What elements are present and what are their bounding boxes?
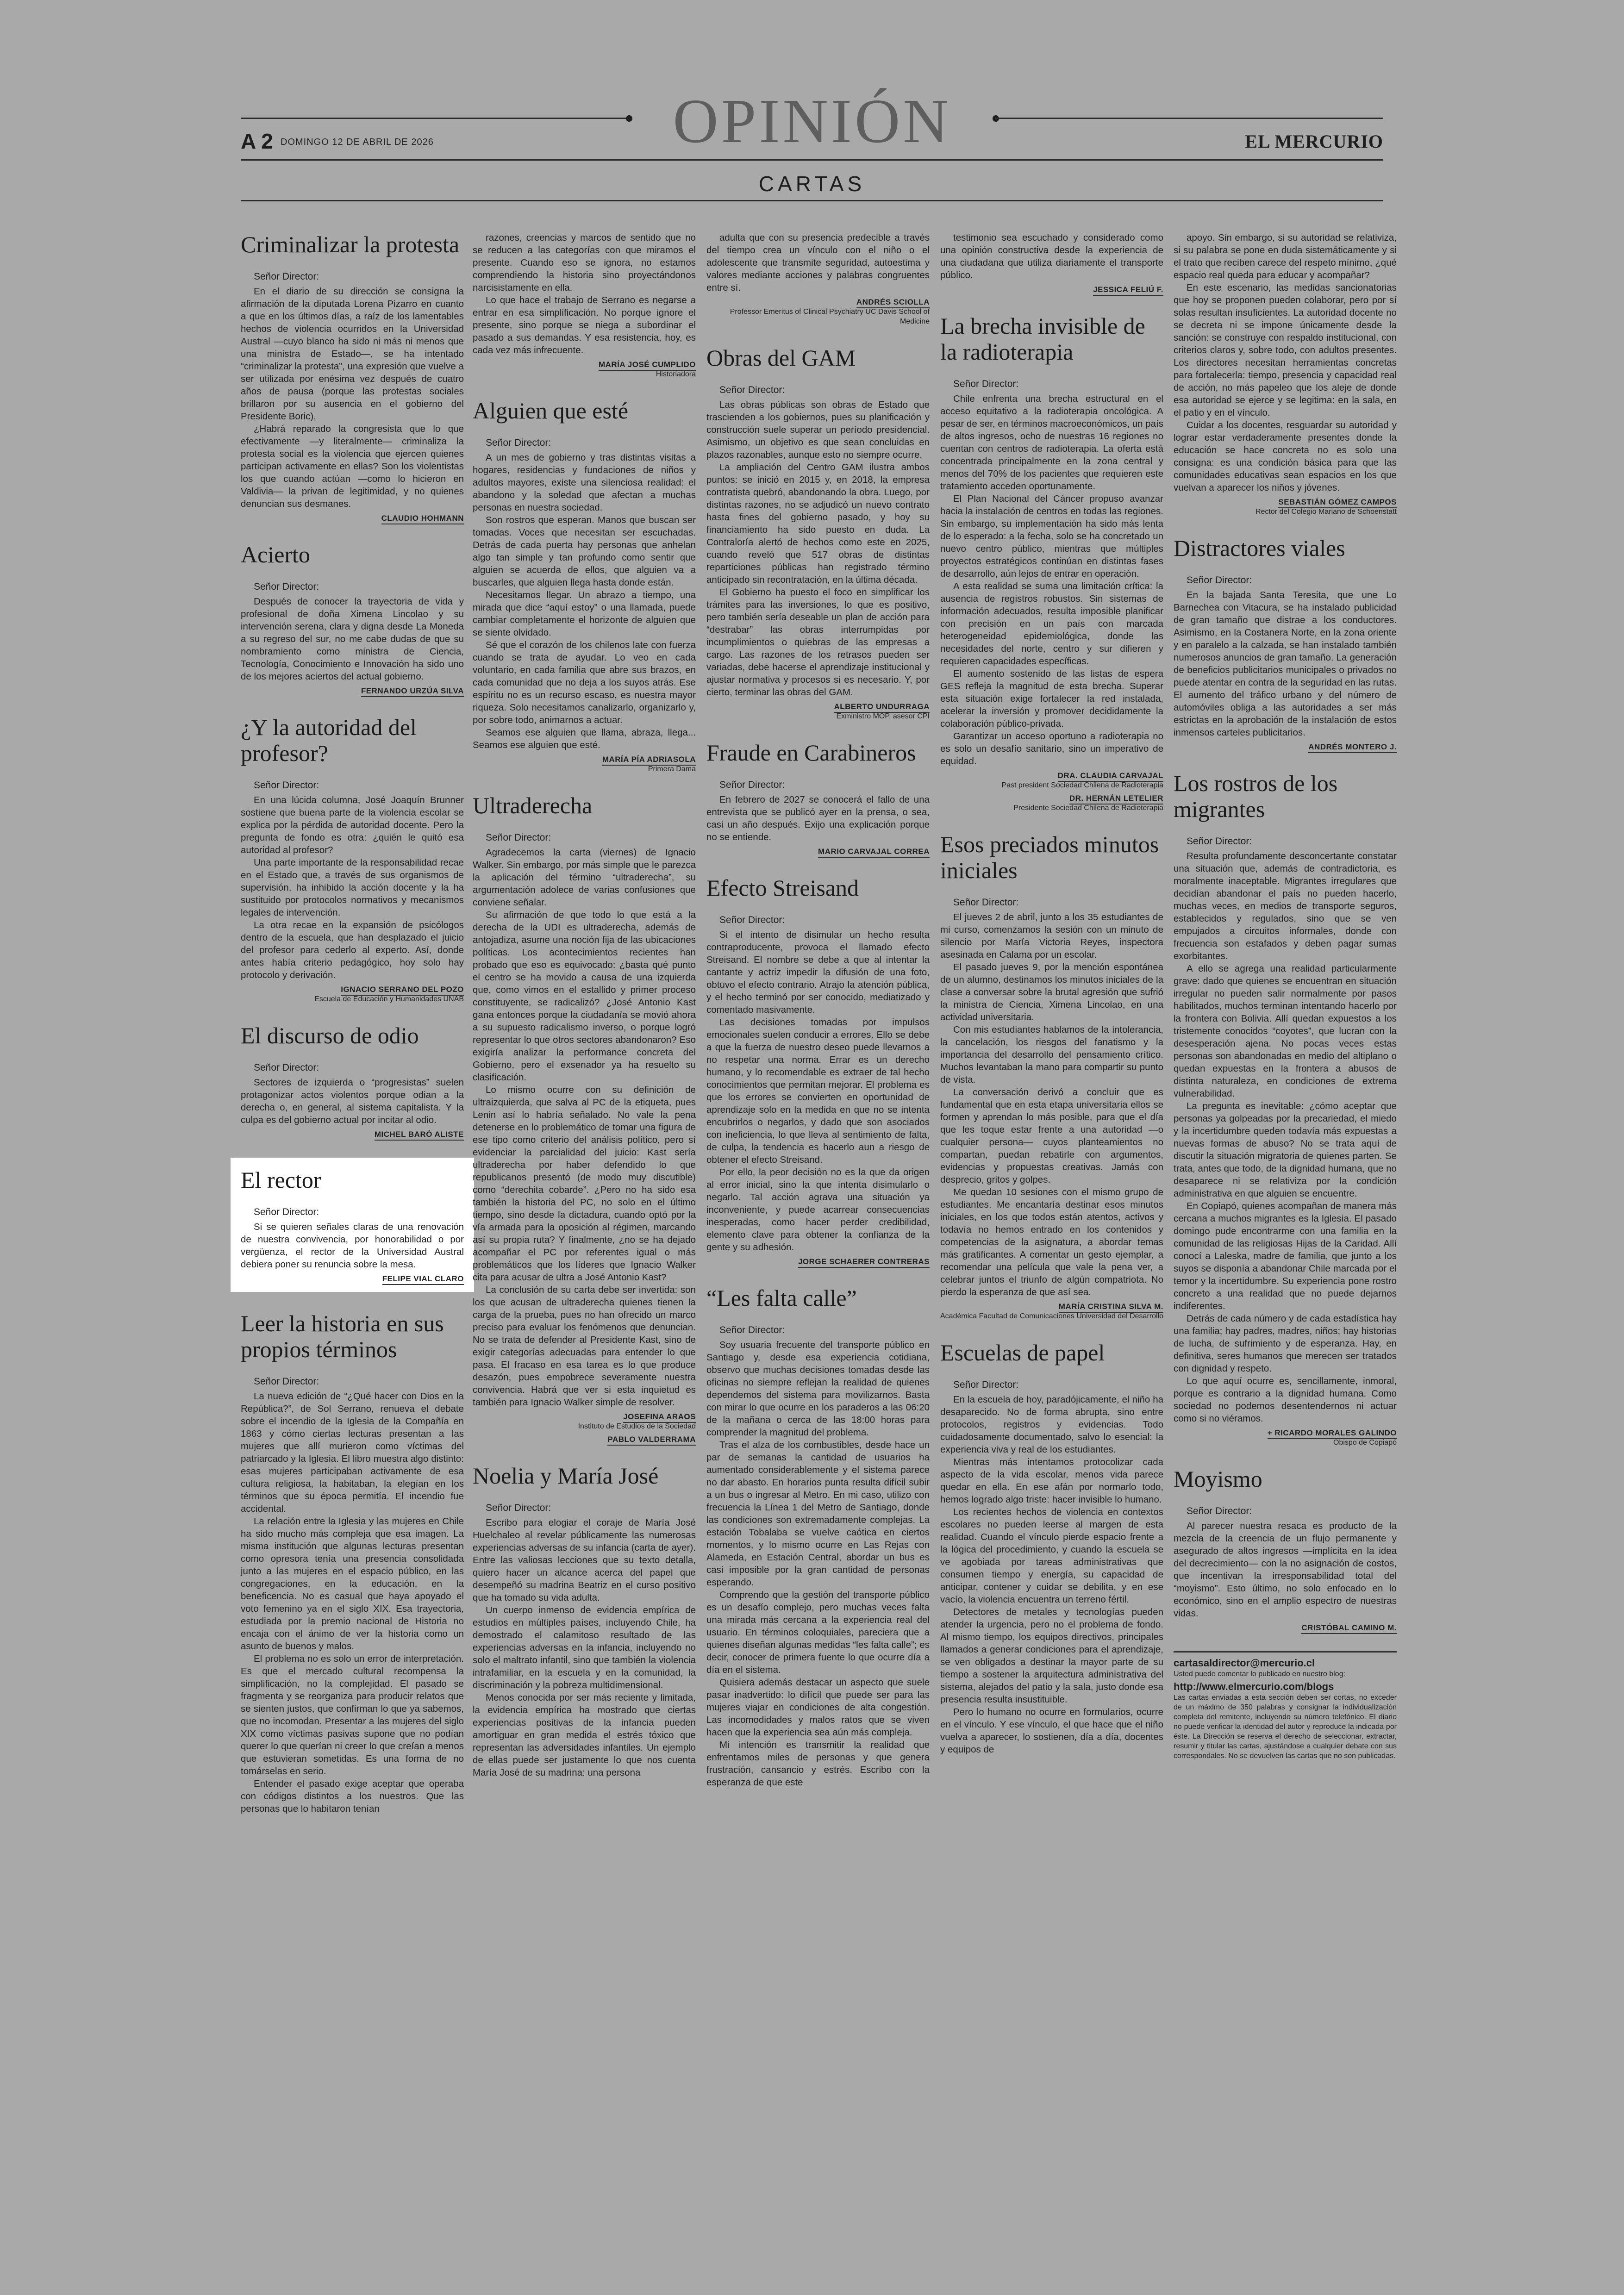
letter-signature-name: MARÍA JOSÉ CUMPLIDO	[599, 360, 696, 371]
letter-affiliation: Primera Dama	[648, 765, 696, 773]
letter-paragraph: La pregunta es inevitable: ¿cómo aceptar que personas ya golpeadas por la precariedad, el miedo y la incertidumbre queden todavía más expuestas a nuevas formas de abuso? No se trata aquí de discutir la situación migratoria de quienes parten. Se trata, antes que todo, de la dignidad humana, que no desaparece ni se relativiza por la condición administrativa en que alguien se encuentre.	[1174, 1101, 1397, 1199]
letter-signature	[1174, 742, 1397, 752]
letter-signature-name: CLAUDIO HOHMANN	[381, 514, 464, 524]
header-rule-left	[241, 118, 630, 119]
letter-title: ¿Y la autoridad del profesor?	[241, 714, 417, 766]
letter-paragraph: La conclusión de su carta debe ser invertida: son los que acusan de ultraderecha quienes tienen la carga de la prueba, pues no han ofrecido un marco preciso para evaluar los fenómenos que denuncian. No se trata de defender al Presidente Kast, sino de exigir categorías adecuadas para entender lo que pasa. El fracaso en esa tarea es lo que produce desazón, pues empobrece severamente nuestra convivencia. Habrá que ver si esta inquietud es también para Ignacio Walker simple de resolver.	[473, 1285, 696, 1408]
header-rule-top	[241, 159, 1383, 161]
letter	[940, 313, 1163, 813]
letter-signature-name: SEBASTIÁN GÓMEZ CAMPOS	[1278, 498, 1397, 508]
letter-paragraph: El aumento sostenido de las listas de espera GES refleja la magnitud de esta brecha. Superar esta situación exige fortalecer la red instalada, acelerar la inversión y promover decididamente la colaboración público-privada.	[940, 668, 1163, 729]
letter-paragraph: Si se quieren señales claras de una renovación de nuestra convivencia, por honorabilidad o por vergüenza, el rector de la Universidad Austral debiera poner su renuncia sobre la mesa.	[241, 1222, 464, 1270]
letter-signature	[706, 1257, 930, 1266]
letter-signature	[706, 298, 930, 307]
letter	[241, 1023, 464, 1139]
letter-salutation: Señor Director:	[1187, 575, 1252, 586]
letter-signature	[940, 794, 1163, 803]
letter-paragraph: Después de conocer la trayectoria de vida y profesional de doña Ximena Lincolao y su intervención serena, clara y digna desde La Moneda a su regreso del sur, no me cabe dudas de que su nombramiento como ministra de Ciencia, Tecnología, Conocimiento e Innovación ha sido uno de los mejores aciertos del actual gobierno.	[241, 596, 464, 682]
contact-email[interactable]: cartasaldirector@mercurio.cl	[1174, 1657, 1315, 1669]
letter-paragraph: Cuidar a los docentes, resguardar su autoridad y lograr estar verdaderamente presentes donde la educación se hace concreta no es solo una consigna: es una condición básica para que las comunidades educativas sean espacios en los que vuelvan a aparecer los niños y jóvenes.	[1174, 420, 1397, 493]
letter-title: Esos preciados minutos iniciales	[940, 831, 1159, 883]
column-3	[706, 231, 930, 1807]
letter-signature-name: DRA. CLAUDIA CARVAJAL	[1058, 771, 1163, 782]
letter-paragraph: apoyo. Sin embargo, si su autoridad se relativiza, si su palabra se pone en duda sistemáticamente y si el trato que reciben carece del respeto mínimo, ¿qué espacio real queda para educar y acompañar?	[1174, 232, 1397, 281]
letter-paragraph: Son rostros que esperan. Manos que buscan ser tomadas. Voces que necesitan ser escuchadas. Detrás de cada puerta hay personas que anhelan algo tan simple y tan profundo como sentir que alguien se acuerda de ellos, que alguien va a buscarles, que alguien llega hasta donde están.	[473, 515, 696, 588]
letter-affiliation: Past president Sociedad Chilena de Radioterapia	[1001, 781, 1163, 789]
letter-paragraph: Las obras públicas son obras de Estado que trascienden a los gobiernos, pues su planificación y construcción suele superar un período presidencial. Asimismo, un objetivo es que sean concluidas en plazos razonables, aunque esto no siempre ocurre.	[706, 399, 930, 460]
letter	[231, 1158, 474, 1292]
letter-title: “Les falta calle”	[706, 1285, 857, 1311]
letter-affiliation: Instituto de Estudios de la Sociedad	[578, 1422, 696, 1430]
letter-title: Fraude en Carabineros	[706, 740, 916, 766]
blog-note: Usted puede comentar lo publicado en nuestro blog:	[1174, 1670, 1345, 1678]
letter-signature-name: JESSICA FELIÚ F.	[1093, 285, 1163, 296]
letter-salutation: Señor Director:	[953, 1379, 1019, 1390]
letter-salutation: Señor Director:	[254, 581, 319, 592]
letter-signature-name: MARÍA CRISTINA SILVA M.	[1059, 1302, 1163, 1313]
letter-title: La brecha invisible de la radioterapia	[940, 313, 1145, 365]
letter-title: Criminalizar la protesta	[241, 231, 460, 257]
letter-salutation: Señor Director:	[719, 780, 785, 790]
letter-signature-name: ANDRÉS SCIOLLA	[856, 298, 930, 308]
letter-paragraph: Su afirmación de que todo lo que está a la derecha de la UDI es ultraderecha, además de antojadiza, asume una noción fija de las ubicaciones políticas. Los acontecimientos recientes han probado que eso es equivocado: ¿basta qué punto el centro se ha movido a causa de una izquierda que, como vimos en el estallido y primer proceso constituyente, se radicalizó? ¿José Antonio Kast gana entonces porque la ciudadanía se movió ahora a su supuesto radicalismo inverso, o porque logró representar lo que otros sectores abandonaron? Eso exigiría analizar la performance concreta del Gobierno, pero el exsenador ya ha resuelto su clasificación.	[473, 910, 696, 1083]
letter	[706, 740, 930, 856]
letter-signature	[940, 771, 1163, 780]
letter-affiliation: Académica Facultad de Comunicaciones Universidad del Desarrollo	[940, 1312, 1164, 1320]
letter	[241, 542, 464, 696]
letter-paragraph: A ello se agrega una realidad particularmente grave: dado que quienes se encuentran en situación irregular no pueden salir normalmente por pasos habilitados, muchos terminan intentando hacerlo por la frontera con Bolivia. Allí quedan expuestos a los tristemente conocidos “coyotes”, que lucran con la desesperación ajena. No pocas veces estas personas son abandonadas en medio del altiplano o quedan expuestas en la frontera a abusos de distinta naturaleza, en condiciones de extrema vulnerabilidad.	[1174, 963, 1397, 1099]
letter-signature	[706, 847, 930, 856]
letter-signature-name: + RICARDO MORALES GALINDO	[1268, 1428, 1397, 1439]
letter-signature	[473, 1435, 696, 1444]
column-5	[1174, 231, 1397, 1761]
letter-salutation: Señor Director:	[254, 780, 319, 791]
header-rule-right	[995, 118, 1383, 119]
column-5-letters	[1174, 231, 1397, 1633]
letter-signature-name: FELIPE VIAL CLARO	[382, 1274, 464, 1285]
letter	[473, 398, 696, 774]
newspaper-name: EL MERCURIO	[1245, 131, 1383, 152]
letter-salutation: Señor Director:	[953, 379, 1019, 389]
page-number: A 2	[241, 129, 273, 153]
letter	[1174, 535, 1397, 752]
letter	[473, 792, 696, 1444]
letter-paragraph: Menos conocida por ser más reciente y limitada, la evidencia empírica ha mostrado que ciertas experiencias positivas de la infancia pueden amortiguar en gran medida el estrés tóxico que representan las adversidades infantiles. Un ejemplo de ellas puede ser justamente lo que nos cuenta María José de su madrina: una persona	[473, 1692, 696, 1778]
letter	[1174, 1466, 1397, 1633]
publication-date: DOMINGO 12 DE ABRIL DE 2026	[281, 137, 434, 147]
letter	[940, 231, 1163, 294]
letter	[706, 231, 930, 326]
letter-paragraph: Una parte importante de la responsabilidad recae en el Estado que, a través de sus organismos de supervisión, ha inhibido la acción docente y la ha sustituido por protocolos normativos y mecanismos legales de intervención.	[241, 857, 464, 918]
letter-signature-name: MARIO CARVAJAL CORREA	[818, 847, 930, 858]
letter-paragraph: Garantizar un acceso oportuno a radioterapia no es solo un desafío sanitario, sino un imperativo de equidad.	[940, 731, 1163, 767]
submission-rules: Las cartas enviadas a esta sección deben ser cortas, no exceder de un máximo de 350 palabras y consignar la individualización completa del remitente, incluyendo su número telefónico. El diario no puede verificar la identidad del autor y reproduce la indicada por éste. La Dirección se reserva el derecho de seleccionar, extractar, resumir y titular las cartas, ajustándose a cualquier debate con sus correspondales. No se devuelven las cartas que no son publicadas.	[1174, 1694, 1397, 1760]
letter-affiliation: Escuela de Educación y Humanidades UNAB	[314, 995, 464, 1003]
column-4	[940, 231, 1163, 1774]
letter-affiliation: Presidente Sociedad Chilena de Radioterapia	[1013, 804, 1163, 812]
letter-paragraph: razones, creencias y marcos de sentido que no se reducen a las categorías con que miramos el presente. Cuando eso se ignora, no estamos comprendiendo la historia sino proyectándonos narcisistamente en ella.	[473, 232, 696, 293]
letter-salutation: Señor Director:	[254, 1062, 319, 1073]
letter-salutation: Señor Director:	[486, 832, 551, 843]
letter-title: Acierto	[241, 542, 310, 568]
letter-title: El rector	[241, 1167, 321, 1193]
letter-paragraph: En el diario de su dirección se consigna la afirmación de la diputada Lorena Pizarro en cuanto a que en los últimos días, a raíz de los lamentables hechos de violencia ocurridos en la Universidad Austral —cuyo blanco ha sido ni más ni menos que una ministra de Estado—, se ha intentado “criminalizar la protesta”, una expresión que vuelve a ser utilizada por enésima vez después de cuatro años de pausa (porque las protestas sociales brillaron por su ausencia en el gobierno del Presidente Boric).	[241, 286, 464, 422]
letter-signature	[940, 1302, 1163, 1311]
letter-signature-name: ANDRÉS MONTERO J.	[1308, 742, 1397, 753]
letter-signature	[1174, 1623, 1397, 1633]
letter-paragraph: Soy usuaria frecuente del transporte público en Santiago y, desde esa experiencia cotidiana, observo que muchas decisiones tomadas desde las oficinas no siempre reflejan la realidad de quienes dependemos del sistema para movilizarnos. Basta con mirar lo que ocurre en los paraderos a las 06:20 de la mañana o cerca de las 18:00 horas para comprender la magnitud del problema.	[706, 1340, 930, 1438]
letter-salutation: Señor Director:	[719, 915, 785, 925]
letter-signature	[1174, 1428, 1397, 1438]
letter-signature-name: FERNANDO URZÚA SILVA	[361, 686, 464, 697]
letter-affiliation: Professor Emeritus of Clinical Psychiatry UC Davis School of Medicine	[730, 308, 930, 325]
letter-signature-name: MARÍA PÍA ADRIASOLA	[602, 755, 696, 766]
letter-signature	[1174, 498, 1397, 507]
letter-paragraph: Sé que el corazón de los chilenos late con fuerza cuando se trata de ayudar. Lo veo en cada voluntario, en cada familia que abre sus brazos, en cada comunidad que no deja a los suyos atrás. Ese espíritu no es un recurso escaso, es nuestra mayor riqueza. Solo necesitamos canalizarlo, organizarlo y, por sobre todo, animarnos a actuar.	[473, 640, 696, 725]
letter-paragraph: Por ello, la peor decisión no es la que da origen al error inicial, sino la que intenta disimularlo o negarlo. Tal acción agrava una situación ya inconveniente, y puede acarrear consecuencias inesperadas, como hacer perder credibilidad, elemento clave para obtener la confianza de la gente y su adhesión.	[706, 1167, 930, 1253]
letter	[706, 345, 930, 721]
letter-signature	[241, 1130, 464, 1139]
letter-paragraph: Escribo para elogiar el coraje de María José Huelchaleo al revelar públicamente las numerosas experiencias adversas de su infancia (carta de ayer). Entre las valiosas lecciones que su texto detalla, quiero hacer un alcance acerca del papel que desempeñó su madrina Beatriz en el curso positivo que ha tomado su vida adulta.	[473, 1517, 696, 1603]
letter-paragraph: En la escuela de hoy, paradójicamente, el niño ha desaparecido. No de forma abrupta, sino entre protocolos, registros y evidencias. Todo cuidadosamente documentado, salvo lo esencial: la experiencia viva y real de los estudiantes.	[940, 1394, 1163, 1455]
letter-title: Obras del GAM	[706, 345, 856, 371]
letter-paragraph: La otra recae en la expansión de psicólogos dentro de la escuela, que han desplazado el juicio del profesor para cederlo al experto. Así, donde antes había criterio pedagógico, hoy solo hay protocolo y derivación.	[241, 920, 464, 980]
letter-paragraph: Lo que hace el trabajo de Serrano es negarse a entrar en esa simplificación. No porque ignore el presente, sino porque se niega a subordinar el pasado a sus demandas. Y esa resistencia, hoy, es cada vez más infrecuente.	[473, 295, 696, 355]
letter-paragraph: Detectores de metales y tecnologías pueden atender la urgencia, pero no el problema de fondo. Al mismo tiempo, los equipos directivos, principales llamados a generar condiciones para el aprendizaje, se ven obligados a destinar la mayor parte de su tiempo a sostener la arquitectura administrativa del sistema, alejados del patio y la sala, justo donde esa presencia resulta insustituible.	[940, 1607, 1163, 1705]
letter-paragraph: En la bajada Santa Teresita, que une Lo Barnechea con Vitacura, se ha instalado publicidad de gran tamaño que distrae a los conductores. Asimismo, en la Costanera Norte, en la zona oriente y en paralelo a la calzada, se han instalado también numerosos anuncios de gran tamaño. La generación de beneficios publicitarios municipales o privados no puede atentar en contra de la seguridad en las rutas. El aumento del tráfico urbano y del número de automóviles obliga a las autoridades a ser más estrictas en la aprobación de la instalación de estos inmensos carteles publicitarios.	[1174, 590, 1397, 738]
letter-paragraph: La nueva edición de “¿Qué hacer con Dios en la República?”, de Sol Serrano, renueva el debate sobre el incendio de la Iglesia de la Compañía en 1863 y cómo ciertas lecturas presentan a las mujeres que allí murieron como víctimas del patriarcado y la Iglesia. El libro muestra algo distinto: esas mujeres participaban activamente de esa cultura religiosa, la habitaban, la elegían en los términos que su época permitía. El incendio fue accidental.	[241, 1391, 464, 1514]
letter-paragraph: Resulta profundamente desconcertante constatar una situación que, además de contradictoria, es moralmente inaceptable. Migrantes irregulares que decidían abandonar el país no pueden hacerlo, muchas veces, en medios de transporte seguros, establecidos y regulados, sino que se ven empujados a circuitos informales, donde con frecuencia son estafados y deben pagar sumas exorbitantes.	[1174, 851, 1397, 961]
letter-paragraph: Mientras más intentamos protocolizar cada aspecto de la vida escolar, menos vida parece quedar en ella. En ese afán por normarlo todo, hemos logrado algo triste: hacer invisible lo humano.	[940, 1457, 1163, 1505]
letter-paragraph: Lo que aquí ocurre es, sencillamente, inmoral, porque es contrario a la dignidad humana. Como sociedad no podemos desentendernos ni actuar como si no viéramos.	[1174, 1376, 1397, 1424]
letter-signature-name: IGNACIO SERRANO DEL POZO	[341, 985, 464, 996]
letter	[241, 1310, 464, 1815]
letter	[706, 875, 930, 1266]
letter-signature	[706, 702, 930, 711]
letter-paragraph: Entender el pasado exige aceptar que operaba con códigos distintos a los nuestros. Que las personas que lo habitaron tenían	[241, 1778, 464, 1814]
letter-signature	[473, 1412, 696, 1422]
letter-paragraph: Lo mismo ocurre con su definición de ultraizquierda, que salva al PC de la etiqueta, pues Lenin así lo habría señalado. No vale la pena detenerse en lo problemático de tomar una figura de ese tipo como criterio del análisis político, pero sí evidenciar la parcialidad del juicio: Kast sería ultraderecha por haber defendido lo que republicanos presentó (de modo muy discutible) como “derechita cobarde”. ¿Pero no ha sido esa también la historia del PC, no solo en el último tiempo, sino desde la dictadura, cuando optó por la vía armada para la oposición al régimen, marcando así su propia ruta? Y finalmente, ¿no se ha dejado acompañar el PC por referentes igual o más problemáticos que los líderes que Ignacio Walker cita para acusar de ultra a José Antonio Kast?	[473, 1085, 696, 1283]
letter-salutation: Señor Director:	[486, 1503, 551, 1513]
letter-signature-name: JOSEFINA ARAOS	[623, 1412, 696, 1423]
letter-paragraph: Seamos ese alguien que llama, abraza, llega... Seamos ese alguien que esté.	[473, 727, 696, 750]
letter-paragraph: Pero lo humano no ocurre en formularios, ocurre en el vínculo. Y ese vínculo, el que hace que el niño vuelva a aparecer, lo sostienen, día a día, docentes y equipos de	[940, 1707, 1163, 1755]
letter	[940, 1340, 1163, 1756]
letter-salutation: Señor Director:	[254, 271, 319, 282]
letter-paragraph: En este escenario, las medidas sancionatorias que hoy se proponen pueden colaborar, pero por sí solas resultan insuficientes. La autoridad docente no se decreta ni se impone únicamente desde la sanción: se construye con respaldo institucional, con criterios claros y, sobre todo, con adultos presentes. Los directores necesitan herramientas concretas para fortalecerla: tiempo, presencia y capacidad real de acción, no más papeleo que los aleje de donde esa autoridad se ejerce y se legitima: en la sala, en el patio y en el vínculo.	[1174, 282, 1397, 418]
letter-paragraph: La ampliación del Centro GAM ilustra ambos puntos: se inició en 2015 y, en 2018, la empresa contratista quebró, abandonando la obra. Luego, por distintas razones, no se adjudicó un nuevo contrato hasta fines del gobierno pasado, y hoy su financiamiento ha sido puesto en duda. La Contraloría alertó de hechos como este en 2025, cuando reveló que 517 obras de distintas reparticiones públicas han registrado término anticipado sin recontratación, en la última década.	[706, 462, 930, 585]
letter	[241, 231, 464, 523]
letter-paragraph: A un mes de gobierno y tras distintas visitas a hogares, residencias y fundaciones de niños y adultos mayores, existe una silenciosa realidad: el abandono y la soledad que afectan a muchas personas en nuestra sociedad.	[473, 452, 696, 513]
letter-paragraph: La conversación derivó a concluir que es fundamental que en esta etapa universitaria ellos se formen y aprendan lo más posible, para que el día que les toque estar frente a una autoridad —o cualquier persona— cuyos planteamientos no compartan, puedan rebatirle con argumentos, evidencias y propuestas creativas. Jamás con desprecio, gritos y golpes.	[940, 1087, 1163, 1185]
letter-signature	[241, 686, 464, 696]
letter-salutation: Señor Director:	[1187, 836, 1252, 847]
column-2	[473, 231, 696, 1797]
letter	[1174, 770, 1397, 1447]
section-title: OPINIÓN	[673, 87, 951, 156]
letter-paragraph: El Gobierno ha puesto el foco en simplificar los trámites para las inversiones, lo que es positivo, pero también sería deseable un plan de acción para “destrabar” las obras interrumpidas por incumplimientos o quiebras de las empresas a cargo. Las razones de los retrasos pueden ser variadas, debe hacerse el aprendizaje institucional y ajustar normativa y procesos si es necesario. Y, por cierto, terminar las obras del GAM.	[706, 587, 930, 698]
letter-paragraph: El jueves 2 de abril, junto a los 35 estudiantes de mi curso, comenzamos la sesión con un minuto de silencio por María Victoria Reyes, inspectora asesinada en Calama por un escolar.	[940, 912, 1163, 960]
contact-box	[1174, 1651, 1397, 1761]
letter-salutation: Señor Director:	[953, 897, 1019, 908]
letter-signature-name: JORGE SCHAERER CONTRERAS	[798, 1257, 930, 1268]
letter-paragraph: Los recientes hechos de violencia en contextos escolares no pueden leerse al margen de esta realidad. Cuando el vínculo pierde espacio frente a la lógica del procedimiento, y cuando la escuela se ve agobiada por tareas administrativas que consumen tiempo y energía, su capacidad de anticipar, contener y cuidar se debilita, y en ese vacío, la violencia encuentra un terreno fértil.	[940, 1507, 1163, 1605]
letter	[940, 831, 1163, 1321]
letter-salutation: Señor Director:	[1187, 1506, 1252, 1516]
letter-affiliation: Rector del Colegio Mariano de Schoenstatt	[1255, 508, 1397, 516]
letter-paragraph: Sectores de izquierda o “progresistas” suelen protagonizar actos violentos porque odian a la derecha o, en general, al sistema capitalista. Y la culpa es del gobierno actual por incitar al odio.	[241, 1077, 464, 1125]
letter-paragraph: A esta realidad se suma una limitación crítica: la ausencia de registros robustos. Sin sistemas de información adecuados, resulta imposible planificar con precisión en un país con marcada heterogeneidad epidemiológica, donde las necesidades del norte, centro y sur difieren y requieren capacidades específicas.	[940, 581, 1163, 667]
column-1	[241, 231, 464, 1834]
letter-title: Los rostros de los migrantes	[1174, 770, 1338, 822]
letter-paragraph: En febrero de 2027 se conocerá el fallo de una entrevista que se publicó ayer en la prensa, o sea, casi un año después. Exijo una explicación porque no se entiende.	[706, 794, 930, 842]
header-dot-left	[626, 115, 632, 122]
letter-affiliation: Obispo de Copiapó	[1333, 1439, 1397, 1447]
letter-signature	[473, 755, 696, 764]
letter-paragraph: En una lúcida columna, José Joaquín Brunner sostiene que buena parte de la violencia escolar se explica por la pérdida de autoridad docente. Pero la pregunta de fondo es otra: ¿quién le quitó esa autoridad al profesor?	[241, 795, 464, 855]
letter-paragraph: Chile enfrenta una brecha estructural en el acceso equitativo a la radioterapia oncológica. A pesar de ser, en términos macroeconómicos, un país de altos ingresos, ocho de nuestras 16 regiones no cuentan con centros de radioterapia. La oferta está concentrada principalmente en la zona central y menos del 70% de los pacientes que requieren este tratamiento acceden oportunamente.	[940, 393, 1163, 492]
letter-title: Efecto Streisand	[706, 875, 859, 901]
letter-paragraph: Comprendo que la gestión del transporte público es un desafío complejo, pero muchas veces falta una mirada más cercana a la experiencia real del usuario. En términos coloquiales, pareciera que a quienes diseñan algunas medidas “les falta calle”; es decir, conocer de primera fuente lo que ocurre día a día en el sistema.	[706, 1590, 930, 1675]
letter-paragraph: El pasado jueves 9, por la mención espontánea de un alumno, destinamos los minutos iniciales de la clase a conversar sobre la brutal agresión que sufrió la ministra de Ciencia, Ximena Lincolao, en una actividad universitaria.	[940, 962, 1163, 1023]
letter-signature-name: PABLO VALDERRAMA	[607, 1435, 696, 1446]
letter-title: Alguien que esté	[473, 398, 629, 424]
letter-salutation: Señor Director:	[719, 385, 785, 395]
letter	[706, 1285, 930, 1789]
letter-paragraph: Necesitamos llegar. Un abrazo a tiempo, una mirada que dice “aquí estoy” o una llamada, puede cambiar completamente el horizonte de alguien que se siente olvidado.	[473, 590, 696, 638]
letter-paragraph: Tras el alza de los combustibles, desde hace un par de semanas la cantidad de usuarios ha aumentado considerablemente y el sistema parece no dar abasto. En horarios punta resulta difícil subir a un bus o ingresar al Metro. En mi caso, utilizo con frecuencia la Línea 1 del Metro de Santiago, donde las condiciones son extremadamente complejas. La estación Tobalaba se vuelve caótica en ciertos momentos, y lo mismo ocurre en Las Rejas con Alameda, en Estación Central, abordar un bus es casi imposible por la gran cantidad de personas esperando.	[706, 1440, 930, 1588]
letter-paragraph: Detrás de cada número y de cada estadística hay una familia; hay padres, madres, niños; hay historias de lucha, de sufrimiento y de esperanza. Hay, en definitiva, seres humanos que merecen ser tratados con dignidad y respeto.	[1174, 1313, 1397, 1374]
letter	[241, 714, 464, 1004]
letter-signature	[241, 514, 464, 523]
letter	[1174, 231, 1397, 517]
letter-salutation: Señor Director:	[486, 437, 551, 448]
letter-affiliation: Historiadora	[656, 370, 696, 378]
letter-affiliation: Exministro MOP, asesor CPI	[836, 712, 930, 720]
letter-title: Ultraderecha	[473, 792, 593, 818]
letter-paragraph: La relación entre la Iglesia y las mujeres en Chile ha sido mucho más compleja que esa imagen. La misma institución que algunas lecturas presentan como opresora tenía una presencia consolidada junto a las mujeres en el espacio público, en las congregaciones, en la educación, en la beneficencia. No es casual que haya apoyado el voto femenino ya en el siglo XIX. Esa trayectoria, estudiada por la premio nacional de Historia no encaja con el ánimo de ver la historia como un asunto de buenos y malos.	[241, 1516, 464, 1652]
letter-paragraph: El problema no es solo un error de interpretación. Es que el mercado cultural recompensa la simplificación, no la complejidad. El pasado se fragmenta y se reorganiza para producir relatos que se sienten justos, que confirman lo que ya sabemos, que no incomodan. Presentar a las mujeres del siglo XIX como víctimas pasivas supone que no podían querer lo que querían ni creer lo que creían a menos que estuvieran sometidas. Es una forma de no tomárselas en serio.	[241, 1653, 464, 1777]
letter	[473, 231, 696, 379]
letter-signature	[241, 985, 464, 994]
letter-paragraph: Me quedan 10 sesiones con el mismo grupo de estudiantes. Me encantaría destinar esos minutos iniciales, en los que todos están atentos, activos y todavía no hemos entrado en los contenidos y competencias de la asignatura, a abordar temas más gratificantes. A comentar un gesto ejemplar, a recomendar una película que vale la pena ver, a celebrar juntos el triunfo de algún compatriota. No pierdo la esperanza de que así sea.	[940, 1187, 1163, 1297]
letter-paragraph: Quisiera además destacar un aspecto que suele pasar inadvertido: lo difícil que puede ser para las mujeres viajar en condiciones de alta congestión. Las incomodidades y malos ratos que se viven hacen que la experiencia sea aún más compleja.	[706, 1677, 930, 1738]
letter-title: El discurso de odio	[241, 1023, 419, 1048]
header-rule-bottom	[241, 200, 1383, 201]
letter-signature	[241, 1274, 464, 1284]
letter	[473, 1463, 696, 1779]
letter-paragraph: El Plan Nacional del Cáncer propuso avanzar hacia la instalación de centros en todas las regiones. Sin embargo, su implementación ha sido más lenta de lo esperado: a la fecha, solo se ha concretado un nuevo centro público, mientras que múltiples proyectos estratégicos continúan en distintas fases de desarrollo, aún lejos de entrar en operación.	[940, 493, 1163, 579]
letter-paragraph: Si el intento de disimular un hecho resulta contraproducente, provoca el llamado efecto Streisand. El nombre se debe a que al intentar la cantante y actriz impedir la difusión de una foto, obtuvo el efecto contrario. Atrajo la atención pública, y el hecho terminó por ser conocido, mediatizado y comentado masivamente.	[706, 929, 930, 1015]
letter-paragraph: Un cuerpo inmenso de evidencia empírica de estudios en múltiples países, incluyendo Chile, ha demostrado el calamitoso resultado de las experiencias adversas en la infancia, incluyendo no solo el maltrato infantil, sino que también la violencia intrafamiliar, en la escuela y en la comunidad, la discriminación y la pobreza multidimensional.	[473, 1605, 696, 1690]
blog-link[interactable]: http://www.elmercurio.com/blogs	[1174, 1681, 1334, 1692]
letter-salutation: Señor Director:	[254, 1207, 319, 1217]
letter-paragraph: Agradecemos la carta (viernes) de Ignacio Walker. Sin embargo, por más simple que le parezca la aplicación del término “ultraderecha”, su argumentación adolece de varias confusiones que conviene señalar.	[473, 847, 696, 908]
letter-paragraph: Las decisiones tomadas por impulsos emocionales suelen conducir a errores. Ello se debe a que la fuerza de nuestro deseo puede llevarnos a no respetar una norma. Errar es un derecho humano, y lo recomendable es extraer de tal hecho conocimientos que permitan mejorar. El problema es que los errores se convierten en oportunidad de aprendizaje solo en la medida en que no se intenta encubrirlos o negarlos, y dado que son asociados con ineficiencia, lo que lleva al sentimiento de falta, de culpa, la tendencia es hacerlo aun a riesgo de obtener el efecto Streisand.	[706, 1017, 930, 1165]
letter-paragraph: adulta que con su presencia predecible a través del tiempo crea un vínculo con el niño o el adolescente que transmite seguridad, autoestima y valores mediante acciones y palabras congruentes entre sí.	[706, 232, 930, 293]
letter-paragraph: Con mis estudiantes hablamos de la intolerancia, la cancelación, los riesgos del fanatismo y la importancia del desarrollo del pensamiento crítico. Muchos levantaban la mano para compartir su punto de vista.	[940, 1024, 1163, 1085]
letter-paragraph: testimonio sea escuchado y considerado como una opinión constructiva desde la experiencia de una ciudadana que utiliza diariamente el transporte público.	[940, 232, 1163, 281]
letter-salutation: Señor Director:	[719, 1325, 785, 1335]
letter-signature-name: MICHEL BARÓ ALISTE	[375, 1130, 464, 1141]
letter-signature	[473, 360, 696, 369]
letter-signature-name: CRISTÓBAL CAMINO M.	[1301, 1623, 1397, 1634]
subsection-title: CARTAS	[758, 172, 866, 196]
letter-title: Distractores viales	[1174, 535, 1345, 561]
letter-signature-name: DR. HERNÁN LETELIER	[1069, 794, 1163, 804]
letter-paragraph: Al parecer nuestra resaca es producto de la mezcla de la creencia de un flujo permanente y asegurado de altos ingresos —implícita en la idea del decrecimiento— con la no asignación de costos, que incentivan la irresponsabilidad total del “moyismo”. Esto último, no solo enfocado en lo económico, sino en el amplio espectro de nuestras vidas.	[1174, 1521, 1397, 1619]
letter-signature-name: ALBERTO UNDURRAGA	[834, 702, 930, 713]
letter-title: Noelia y María José	[473, 1463, 659, 1489]
letter-title: Moyismo	[1174, 1466, 1262, 1492]
letter-title: Leer la historia en sus propios términos	[241, 1310, 444, 1362]
letter-signature	[940, 285, 1163, 294]
letter-salutation: Señor Director:	[254, 1376, 319, 1387]
letter-paragraph: Mi intención es transmitir la realidad que enfrentamos miles de personas y que genera frustración, cansancio y estrés. Escribo con la esperanza de que este	[706, 1740, 930, 1788]
letter-paragraph: ¿Habrá reparado la congresista que lo que efectivamente —y literalmente— criminaliza la protesta social es la violencia que ejercen quienes participan activamente en ellas? Son los violentistas los que cuando actúan —como lo hicieron en Valdivia— la privan de legitimidad, y no quienes denuncian sus desmanes.	[241, 424, 464, 509]
letter-paragraph: En Copiapó, quienes acompañan de manera más cercana a muchos migrantes es la Iglesia. El pasado domingo pude encontrarme con una familia en la comunidad de las religiosas Hijas de la Caridad. Allí conocí a Laleska, madre de familia, que junto a los suyos se disponía a abandonar Chile marcada por el temor y la incertidumbre. Su experiencia pone rostro concreto a una realidad que no puede dejarnos indiferentes.	[1174, 1201, 1397, 1311]
letter-title: Escuelas de papel	[940, 1340, 1105, 1366]
